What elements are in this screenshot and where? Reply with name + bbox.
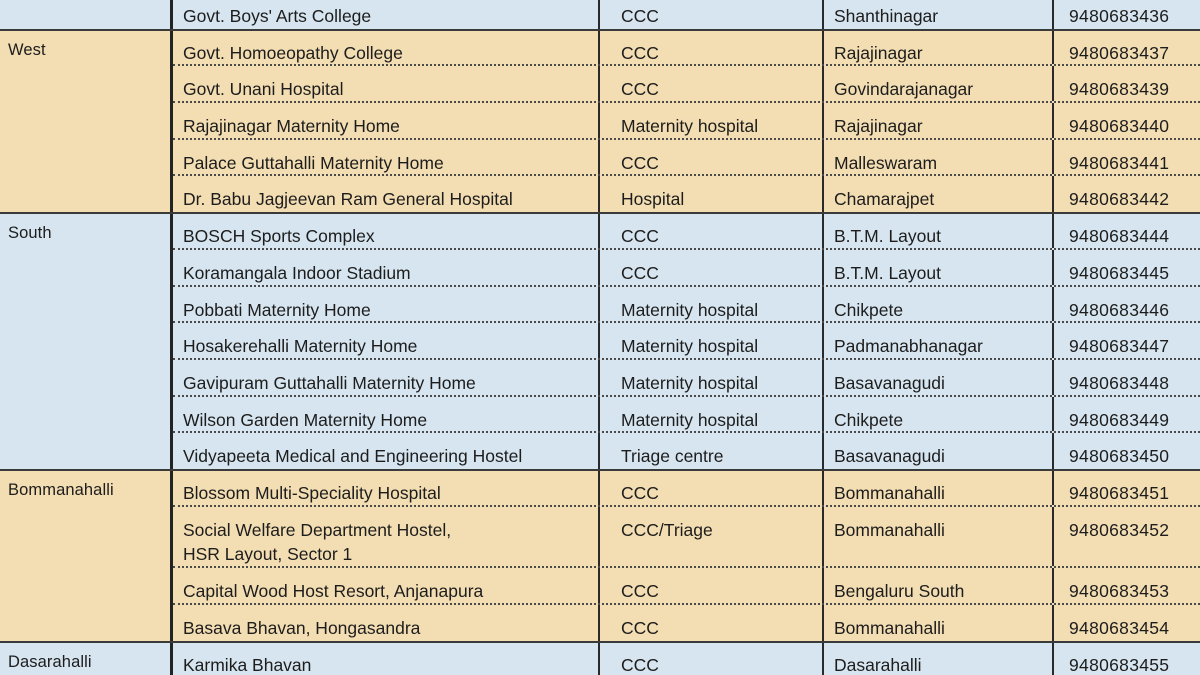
facility-type-cell: CCC [600, 605, 824, 642]
group-separator [0, 641, 1200, 643]
phone-number-cell: 9480683451 [1069, 483, 1170, 504]
phone-number-cell: 9480683446 [1069, 299, 1170, 320]
location-cell: Bommanahalli [824, 470, 1054, 505]
zone-label: West [8, 40, 46, 59]
facility-type-cell: CCC [600, 140, 824, 175]
facility-type-cell: CCC [600, 568, 824, 603]
table-row [173, 103, 1200, 140]
phone-number-cell: 9480683449 [1069, 409, 1170, 430]
location-cell: Chamarajpet [824, 176, 1054, 213]
zone-label: Bommanahalli [8, 481, 114, 500]
facility-type-cell: CCC [600, 470, 824, 505]
table-row [173, 397, 1200, 434]
phone-number-cell: 9480683437 [1069, 42, 1170, 63]
facility-name-cell: BOSCH Sports Complex [173, 213, 600, 248]
facility-type-cell: Maternity hospital [600, 323, 824, 358]
facility-type-cell: CCC [600, 66, 824, 101]
facility-type-cell: CCC [600, 213, 824, 248]
facility-name-cell: Capital Wood Host Resort, Anjanapura [173, 568, 600, 603]
location-cell: Bommanahalli [824, 605, 1054, 642]
zone-group [0, 30, 1200, 214]
zone-group [0, 213, 1200, 470]
table-row [173, 213, 1200, 250]
phone-number-cell: 9480683453 [1069, 581, 1170, 602]
facility-type-cell: CCC [600, 0, 824, 30]
table-row [173, 0, 1200, 30]
facility-name-cell: Gavipuram Guttahalli Maternity Home [173, 360, 600, 395]
facility-name-cell: Govt. Unani Hospital [173, 66, 600, 101]
table-row [173, 605, 1200, 642]
zone-label [0, 0, 170, 30]
group-separator [0, 469, 1200, 471]
table-row [173, 323, 1200, 360]
location-cell: Basavanagudi [824, 360, 1054, 395]
location-cell: Bengaluru South [824, 568, 1054, 603]
facility-name-cell: Blossom Multi-Speciality Hospital [173, 470, 600, 505]
facility-name-cell: Basava Bhavan, Hongasandra [173, 605, 600, 642]
zone-label: South [8, 224, 52, 243]
zone-label: Dasarahalli [8, 652, 92, 671]
facility-name-cell: Dr. Babu Jagjeevan Ram General Hospital [173, 176, 600, 213]
location-cell: Chikpete [824, 397, 1054, 432]
facility-name-cell: Social Welfare Department Hostel, HSR Layout, Sector 1 [173, 507, 600, 567]
facility-type-cell: Hospital [600, 176, 824, 213]
table-row [173, 568, 1200, 605]
table-row [173, 176, 1200, 213]
location-cell: Rajajinagar [824, 103, 1054, 138]
table-row [173, 470, 1200, 507]
facility-type-cell: CCC [600, 30, 824, 65]
phone-number-cell: 9480683436 [1069, 6, 1170, 26]
table-row [173, 360, 1200, 397]
phone-number-cell: 9480683445 [1069, 262, 1170, 283]
table-row [173, 433, 1200, 470]
location-cell: Chikpete [824, 287, 1054, 322]
zone-group [0, 0, 1200, 30]
facility-name-cell: Vidyapeeta Medical and Engineering Hostel [173, 433, 600, 470]
table-row [173, 642, 1200, 675]
facility-name-cell: Karmika Bhavan [173, 642, 600, 675]
location-cell: Basavanagudi [824, 433, 1054, 470]
location-cell: Padmanabhanagar [824, 323, 1054, 358]
phone-number-cell: 9480683447 [1069, 336, 1170, 357]
table-row [173, 30, 1200, 67]
location-cell: Rajajinagar [824, 30, 1054, 65]
facility-type-cell: Maternity hospital [600, 397, 824, 432]
zone-group [0, 470, 1200, 642]
facility-type-cell: CCC [600, 642, 824, 675]
location-cell: Dasarahalli [824, 642, 1054, 675]
facility-type-cell: Maternity hospital [600, 360, 824, 395]
facility-type-cell: Maternity hospital [600, 103, 824, 138]
phone-number-cell: 9480683440 [1069, 116, 1170, 137]
phone-number-cell: 9480683454 [1069, 618, 1170, 639]
facility-name-cell: Govt. Boys' Arts College [173, 0, 600, 30]
phone-number-cell: 9480683452 [1069, 519, 1170, 540]
phone-number-cell: 9480683441 [1069, 152, 1170, 173]
facility-name-cell: Pobbati Maternity Home [173, 287, 600, 322]
table-row [173, 250, 1200, 287]
facility-name-cell: Wilson Garden Maternity Home [173, 397, 600, 432]
group-separator [0, 29, 1200, 31]
table-row [173, 66, 1200, 103]
facility-type-cell: CCC/Triage [600, 507, 824, 567]
table-row [173, 287, 1200, 324]
facility-name-cell: Palace Guttahalli Maternity Home [173, 140, 600, 175]
table-row [173, 140, 1200, 177]
location-cell: Govindarajanagar [824, 66, 1054, 101]
group-separator [0, 212, 1200, 214]
location-cell: Shanthinagar [824, 0, 1054, 30]
facility-name-cell: Rajajinagar Maternity Home [173, 103, 600, 138]
phone-number-cell: 9480683450 [1069, 446, 1170, 467]
table-row [173, 507, 1200, 569]
phone-number-cell: 9480683439 [1069, 79, 1170, 100]
zone-group [0, 642, 1200, 675]
facility-type-cell: CCC [600, 250, 824, 285]
phone-number-cell: 9480683448 [1069, 372, 1170, 393]
phone-number-cell: 9480683444 [1069, 226, 1170, 247]
location-cell: Malleswaram [824, 140, 1054, 175]
facility-name-cell: Koramangala Indoor Stadium [173, 250, 600, 285]
facility-name-cell: Govt. Homoeopathy College [173, 30, 600, 65]
phone-number-cell: 9480683455 [1069, 654, 1170, 675]
location-cell: B.T.M. Layout [824, 213, 1054, 248]
location-cell: B.T.M. Layout [824, 250, 1054, 285]
facility-type-cell: Triage centre [600, 433, 824, 470]
phone-number-cell: 9480683442 [1069, 189, 1170, 210]
facility-name-cell: Hosakerehalli Maternity Home [173, 323, 600, 358]
facility-type-cell: Maternity hospital [600, 287, 824, 322]
location-cell: Bommanahalli [824, 507, 1054, 567]
